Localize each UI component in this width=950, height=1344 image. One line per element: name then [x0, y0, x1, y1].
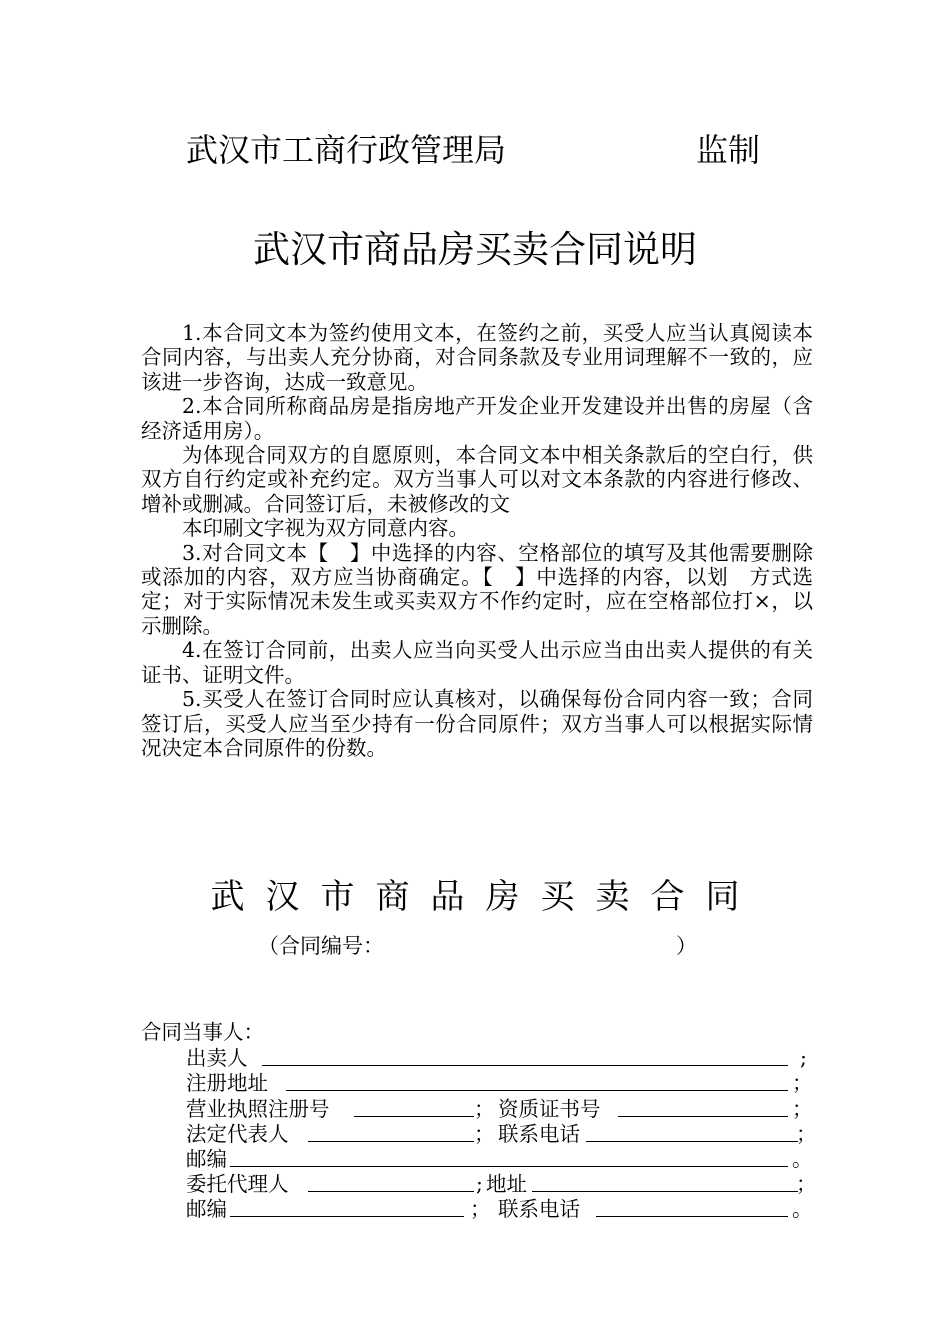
qualification-label: 资质证书号 [498, 1097, 601, 1121]
license-blank[interactable] [354, 1116, 474, 1117]
license-label: 营业执照注册号 [186, 1097, 330, 1121]
postcode2-blank[interactable] [230, 1216, 464, 1217]
phone2-blank[interactable] [596, 1216, 788, 1217]
row-punct: 。 [792, 1197, 813, 1221]
agent-row [186, 1171, 817, 1197]
row-punct: 。 [792, 1147, 813, 1171]
row-punct: ; [800, 1046, 807, 1070]
supervisor-line [186, 128, 766, 172]
row-punct: ； [470, 1197, 491, 1221]
phone-blank[interactable] [586, 1141, 798, 1142]
license-row [186, 1096, 812, 1122]
seller-blank[interactable] [262, 1065, 788, 1066]
legal-rep-blank[interactable] [308, 1141, 474, 1142]
note-paragraph: 3.对合同文本【 】中选择的内容、空格部位的填写及其他需要删除或添加的内容，双方应当协商确定。【 】中选择的内容，以划 方式选定；对于实际情况未发生或买卖双方不作约定时，应在空格部位打×，以示删除。 [141, 540, 813, 638]
row-punct: ; [476, 1172, 483, 1196]
row-punct: ； [796, 1122, 817, 1146]
postcode-blank[interactable] [230, 1166, 788, 1167]
note-paragraph: 5.买受人在签订合同时应认真核对，以确保每份合同内容一致；合同签订后，买受人应当至少持有一份合同原件；双方当事人可以根据实际情况决定本合同原件的份数。 [141, 687, 813, 760]
postcode2-row [186, 1196, 812, 1222]
explanation-notes [141, 321, 813, 760]
reg-address-label: 注册地址 [186, 1071, 268, 1095]
supervisor-org: 武汉市工商行政管理局 [186, 131, 507, 169]
reg-address-blank[interactable] [286, 1090, 788, 1091]
agent-blank[interactable] [308, 1191, 474, 1192]
note-paragraph: 2.本合同所称商品房是指房地产开发企业开发建设并出售的房屋（含经济适用房）。 [141, 394, 813, 443]
postcode-label: 邮编 [186, 1147, 227, 1171]
row-punct: ； [792, 1071, 813, 1095]
phone-label: 联系电话 [498, 1122, 580, 1146]
legal-rep-label: 法定代表人 [186, 1122, 289, 1146]
supervisor-mark: 监制 [696, 131, 761, 169]
contract-title: 武汉市商品房买卖合同 [210, 877, 761, 917]
qualification-blank[interactable] [618, 1116, 788, 1117]
seller-row [186, 1045, 812, 1071]
address-label: 地址 [486, 1172, 527, 1196]
row-punct: ； [474, 1097, 495, 1121]
row-punct: ； [792, 1097, 813, 1121]
phone2-label: 联系电话 [498, 1197, 580, 1221]
postcode-row [186, 1146, 812, 1172]
note-paragraph: 为体现合同双方的自愿原则，本合同文本中相关条款后的空白行，供双方自行约定或补充约定。双方当事人可以对文本条款的内容进行修改、增补或删减。合同签订后，未被修改的文 [141, 443, 813, 516]
row-punct: ； [474, 1122, 495, 1146]
contract-number-label: （合同编号： [258, 934, 384, 958]
contract-number-close: ） [676, 934, 697, 958]
address-blank[interactable] [532, 1191, 798, 1192]
row-punct: ； [796, 1172, 817, 1196]
note-paragraph: 本印刷文字视为双方同意内容。 [182, 516, 469, 541]
legal-rep-row [186, 1121, 817, 1147]
seller-label: 出卖人 [186, 1046, 248, 1070]
agent-label: 委托代理人 [186, 1172, 289, 1196]
note-paragraph: 4.在签订合同前，出卖人应当向买受人出示应当由出卖人提供的有关证书、证明文件。 [141, 638, 813, 687]
postcode2-label: 邮编 [186, 1197, 227, 1221]
reg-address-row [186, 1070, 812, 1096]
explanation-title: 武汉市商品房买卖合同说明 [253, 228, 697, 271]
parties-label: 合同当事人： [141, 1020, 264, 1044]
note-paragraph: 1.本合同文本为签约使用文本，在签约之前，买受人应当认真阅读本合同内容，与出卖人充分协商，对合同条款及专业用词理解不一致的，应该进一步咨询，达成一致意见。 [141, 321, 813, 394]
